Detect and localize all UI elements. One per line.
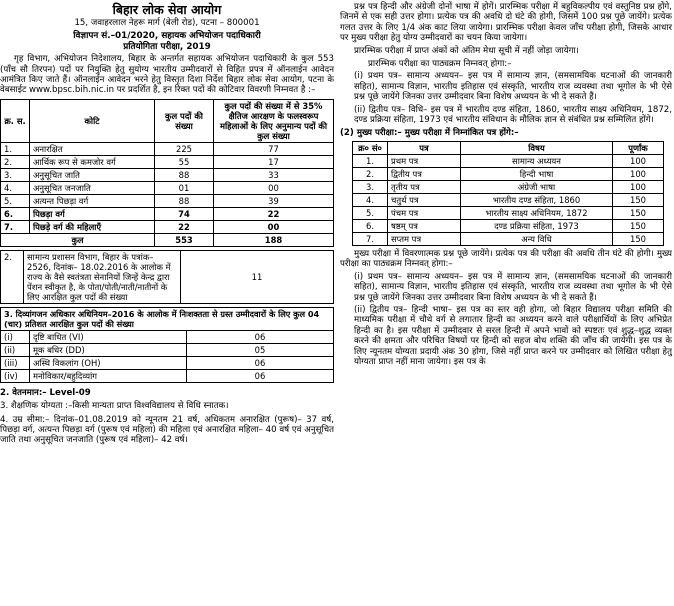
row-category: पिछड़े वर्ग की महिलाएँ bbox=[30, 220, 155, 233]
freedom-fighter-table bbox=[0, 250, 334, 304]
item-qualification: 3. शैक्षणिक योग्यता :–किसी मान्यता प्राप्त विश्वविद्यालय से विधि स्नातक। bbox=[0, 401, 229, 412]
total-women-posts: 188 bbox=[214, 233, 334, 246]
disability-table bbox=[0, 307, 334, 383]
table-row bbox=[1, 220, 334, 233]
row-sn: 6. bbox=[353, 219, 388, 232]
table-row bbox=[353, 154, 664, 167]
mains-para: मुख्य परीक्षा में विवरणात्मक प्रश्न पूछे जायेंगे। प्रत्येक पत्र की परीक्षा की अवधि तीन घंटे की होगी। मुख्य परीक्षा का पाठ्यक्रम निम्नवत् होगा:– bbox=[340, 248, 672, 270]
row-sn: 1. bbox=[353, 154, 388, 167]
table-row bbox=[353, 232, 664, 245]
total-posts: 553 bbox=[155, 233, 214, 246]
table-row bbox=[1, 181, 334, 194]
header-title: बिहार लोक सेवा आयोग bbox=[112, 2, 222, 17]
row-sn: 2. bbox=[353, 167, 388, 180]
table-row bbox=[1, 330, 334, 343]
row-paper: तृतीय पत्र bbox=[388, 180, 461, 193]
row-category: पिछड़ा वर्ग bbox=[30, 207, 155, 220]
row-marks: 100 bbox=[613, 167, 664, 180]
row-sn: (ii) bbox=[1, 343, 30, 356]
row-total-posts: 55 bbox=[155, 155, 214, 168]
table-row bbox=[1, 155, 334, 168]
ff-sn: 2. bbox=[1, 250, 24, 303]
row-category: अनारक्षित bbox=[30, 142, 155, 155]
mains-heading: (2) मुख्य परीक्षा:– मुख्य परीक्षा में निम्नांकित पत्र होंगे:– bbox=[340, 128, 519, 139]
row-total-posts: 74 bbox=[155, 207, 214, 220]
prelim-paper2: (ii) द्वितीय पत्र– विधि– इस पत्र में भारतीय दण्ड संहिता, 1860, भारतीय साक्ष्य अधिनियम, 1872, दण्ड प्रक्रिया संहिता, 1973 एवं भारतीय संविधान के मौलिक ज्ञान से संबंधित प्रश्न सम्मिलित होंगे। bbox=[354, 104, 672, 126]
table-row bbox=[1, 168, 334, 181]
row-women-posts: 22 bbox=[214, 207, 334, 220]
row-marks: 100 bbox=[613, 180, 664, 193]
header-address: 15, जवाहरलाल नेहरू मार्ग (बेली रोड), पटना – 800001 bbox=[74, 18, 260, 28]
prelim-para1: प्रश्न पत्र हिन्दी और अंग्रेजी दोनों भाषा में होगें। प्रारम्भिक परीक्षा में बहुविकल्पीय एवं वस्तुनिष्ठ प्रश्न होंगे, जिनमें से एक सही उत्तर होगा। प्रत्येक पत्र की अवधि दो घंटे की होगी, जिसमें 100 प्रश्न पूछे जायेंगे। प्रत्येक गलत उत्तर के लिए 1/4 अंक काट लिया जायेगा। प्रारम्भिक परीक्षा केवल जाँच परीक्षा होगी, जिसके आधार पर मुख्य परीक्षा हेतु योग्य उम्मीदवारों का चयन किया जायेगा। bbox=[340, 2, 672, 44]
row-total-posts: 01 bbox=[155, 181, 214, 194]
row-sn: 4. bbox=[353, 193, 388, 206]
row-sn: 7. bbox=[353, 232, 388, 245]
row-marks: 150 bbox=[613, 219, 664, 232]
row-paper: पंचम पत्र bbox=[388, 206, 461, 219]
row-category: आर्थिक रूप से कमजोर वर्ग bbox=[30, 155, 155, 168]
row-subject: हिन्दी भाषा bbox=[461, 167, 613, 180]
item-age-limit: 4. उम्र सीमा:– दिनांक–01.08.2019 को न्यूनतम 21 वर्ष, अधिकतम अनारक्षित (पुरूष)– 37 वर्ष, पिछड़ा वर्ग, अत्यन्त पिछड़ा वर्ग (पुरूष एवं महिला) की महिला एवं अनारक्षित महिला– 40 वर्ष एवं अनुसूचित जाति तथा अनुसूचित जनजाति (पुरूष एवं महिला)– 42 वर्ष। bbox=[0, 414, 334, 446]
intro-paragraph: गृह विभाग, अभियोजन निदेशालय, बिहार के अन्तर्गत सहायक अभियोजन पदाधिकारी के कुल 553 (पाँच सौ तिरपन) पदों पर नियुक्ति हेतु सुयोग्य भारतीय उम्मीदवारों से विहित प्रपत्र में ऑनलाईन आवेदन आमंत्रित किए जाते हैं। ऑनलाईन आवेदन भरने हेतु विस्तृत दिशा निर्देश बिहार लोक सेवा आयोग, पटना के वेबसाईट www.bpsc.bih.nic.in पर प्रदर्शित है, इन रिक्त पदों की कोटिवार विवरणी निम्नवत है :– bbox=[0, 54, 334, 96]
row-total-posts: 88 bbox=[155, 194, 214, 207]
row-marks: 150 bbox=[613, 193, 664, 206]
row-paper: सप्तम पत्र bbox=[388, 232, 461, 245]
row-category: अनुसूचित जनजाति bbox=[30, 181, 155, 194]
row-women-posts: 77 bbox=[214, 142, 334, 155]
mains-paper1: (i) प्रथम पत्र– सामान्य अध्ययन– इस पत्र में सामान्य ज्ञान, (समसामयिक घटनाओं की जानकारी सहित), सामान्य विज्ञान, भारतीय इतिहास एवं संस्कृति, भारतीय राज व्यवस्था तथा भूगोल के भी ऐसे प्रश्न पूछे जायेंगे जिनका उत्तर उम्मीदवार बिना विशेष अध्ययन के भी दे सकते हैं। bbox=[354, 271, 672, 303]
mains-col-marks: पूर्णांक bbox=[613, 141, 664, 154]
row-subject: दण्ड प्रक्रिया संहिता, 1973 bbox=[461, 219, 613, 232]
table-row bbox=[353, 219, 664, 232]
row-sn: 3. bbox=[1, 168, 30, 181]
row-subject: अंग्रेजी भाषा bbox=[461, 180, 613, 193]
row-women-posts: 00 bbox=[214, 220, 334, 233]
row-disability: दृष्टि बाधित (VI) bbox=[30, 330, 187, 343]
row-women-posts: 00 bbox=[214, 181, 334, 194]
row-marks: 100 bbox=[613, 154, 664, 167]
row-count: 06 bbox=[187, 356, 334, 369]
row-count: 06 bbox=[187, 330, 334, 343]
row-sn: 7. bbox=[1, 220, 30, 233]
mains-col-sn: क्र० सं० bbox=[353, 141, 388, 154]
mains-table-body bbox=[353, 154, 664, 245]
row-disability: मनोविकार/बहुदिव्यांग bbox=[30, 369, 187, 382]
row-subject: अन्य विधि bbox=[461, 232, 613, 245]
table-row bbox=[353, 167, 664, 180]
table-row bbox=[1, 194, 334, 207]
disability-heading: 3. दिव्यांगजन अधिकार अधिनियम–2016 के आलोक में निःशक्तता से ग्रस्त उम्मीदवारों के लिए कुल 04 (चार) प्रतिशत आरक्षित कुल पदों की संख्या bbox=[1, 307, 334, 330]
row-marks: 150 bbox=[613, 232, 664, 245]
prelim-paper1: (i) प्रथम पत्र– सामान्य अध्ययन– इस पत्र में सामान्य ज्ञान, (समसामयिक घटनाओं की जानकारी सहित), सामान्य विज्ञान, भारतीय इतिहास एवं संस्कृति, भारतीय राज व्यवस्था तथा भूगोल के भी ऐसे प्रश्न पूछे जायेंगे जिनका उत्तर उम्मीदवार बिना विशेष अध्ययन के भी दे सकते हैं। bbox=[354, 71, 672, 103]
table-row bbox=[353, 180, 664, 193]
right-column bbox=[340, 0, 672, 367]
table-row bbox=[1, 343, 334, 356]
row-count: 06 bbox=[187, 369, 334, 382]
row-sn: 2. bbox=[1, 155, 30, 168]
table-row bbox=[1, 356, 334, 369]
row-women-posts: 17 bbox=[214, 155, 334, 168]
mains-col-subject: विषय bbox=[461, 141, 613, 154]
table-row bbox=[1, 207, 334, 220]
row-paper: षष्ठम् पत्र bbox=[388, 219, 461, 232]
mains-table bbox=[352, 141, 664, 246]
row-paper: चतुर्थ पत्र bbox=[388, 193, 461, 206]
total-label: कुल bbox=[1, 233, 155, 246]
mains-col-paper: पत्र bbox=[388, 141, 461, 154]
item-pay-scale: 2. वेतनमान:– Level-09 bbox=[0, 387, 91, 398]
ff-text: सामान्य प्रशासन विभाग, बिहार के पत्रांक– 2526, दिनांक– 18.02.2016 के आलोक में राज्य के वैसे स्वतंत्रता सेनानियों जिन्हें केन्द्र द्वारा पेंशन स्वीकृत है, के पोता/पोती/नाती/नातीनों के लिए आरक्षित कुल पदों की संख्या bbox=[24, 250, 181, 303]
row-subject: भारतीय साक्ष्य अधिनियम, 1872 bbox=[461, 206, 613, 219]
table-row bbox=[353, 206, 664, 219]
total-row bbox=[1, 233, 334, 246]
row-subject: भारतीय दण्ड संहिता, 1860 bbox=[461, 193, 613, 206]
ad-title-line2: प्रतियोगिता परीक्षा, 2019 bbox=[123, 41, 211, 52]
row-category: अत्यन्त पिछड़ा वर्ग bbox=[30, 194, 155, 207]
row-total-posts: 88 bbox=[155, 168, 214, 181]
row-sn: 6. bbox=[1, 207, 30, 220]
row-sn: 5. bbox=[1, 194, 30, 207]
mains-paper2: (ii) द्वितीय पत्र– हिन्दी भाषा– इस पत्र का स्तर वही होगा, जो बिहार विद्यालय परीक्षा समिति की माध्यमिक परीक्षा में चौथे वर्ग से लगातार हिन्दी का अध्ययन करने वाले परीक्षार्थियों के लिए अभिप्रेत हिन्दी का है। इस परीक्षा में उम्मीदवार से सरल हिन्दी में अपने भावों को स्पष्टतः एवं शुद्ध–शुद्ध व्यक्त करने की क्षमता और परिचित विषयों पर हिन्दी को सहज बोध शक्ति की जाँच की जायेगी। इस पत्र के लिए न्यूनतम योग्यता प्रदायी अंक 30 होगा, जिसे नहीं प्राप्त करने पर उम्मीदवार को लिखित परीक्षा हेतु योग्यता प्राप्त नहीं माना जायेगा। इस पत्र के bbox=[354, 304, 672, 367]
col-header-category: कोटि bbox=[30, 99, 155, 142]
disability-table-body bbox=[1, 330, 334, 382]
row-disability: मूक बधिर (DD) bbox=[30, 343, 187, 356]
row-sn: 1. bbox=[1, 142, 30, 155]
category-table-body bbox=[1, 142, 334, 246]
row-paper: प्रथम पत्र bbox=[388, 154, 461, 167]
row-marks: 150 bbox=[613, 206, 664, 219]
table-row bbox=[353, 193, 664, 206]
row-women-posts: 33 bbox=[214, 168, 334, 181]
col-header-total-posts: कुल पदों की संख्या bbox=[155, 99, 214, 142]
row-sn: (i) bbox=[1, 330, 30, 343]
table-row bbox=[1, 142, 334, 155]
col-header-sn: क्र. स. bbox=[1, 99, 30, 142]
prelim-para2: प्रारम्भिक परीक्षा में प्राप्त अंकों को अंतिम मेधा सूची में नहीं जोड़ा जायेगा। bbox=[354, 45, 579, 56]
row-count: 05 bbox=[187, 343, 334, 356]
ff-value: 11 bbox=[181, 250, 334, 303]
row-sn: 3. bbox=[353, 180, 388, 193]
left-column bbox=[0, 0, 334, 446]
row-total-posts: 225 bbox=[155, 142, 214, 155]
col-header-women-posts: कुल पदों की संख्या में से 35% क्षैतिज आरक्षण के फलस्वरूप महिलाओं के लिए अनुमान्य पदों की कुल संख्या bbox=[214, 99, 334, 142]
row-sn: 5. bbox=[353, 206, 388, 219]
row-subject: सामान्य अध्ययन bbox=[461, 154, 613, 167]
row-category: अनुसूचित जाति bbox=[30, 168, 155, 181]
category-table bbox=[0, 99, 334, 247]
row-sn: (iv) bbox=[1, 369, 30, 382]
row-sn: (iii) bbox=[1, 356, 30, 369]
row-total-posts: 22 bbox=[155, 220, 214, 233]
row-sn: 4. bbox=[1, 181, 30, 194]
row-disability: अस्थि विकलांग (OH) bbox=[30, 356, 187, 369]
table-row bbox=[1, 369, 334, 382]
row-women-posts: 39 bbox=[214, 194, 334, 207]
row-paper: द्वितीय पत्र bbox=[388, 167, 461, 180]
ad-title-line1: विज्ञापन सं.–01/2020, सहायक अभियोजन पदाधिकारी bbox=[73, 31, 261, 42]
syllabus-intro: प्रारम्भिक परीक्षा का पाठ्यक्रम निम्नवत् होगा:– bbox=[368, 59, 512, 70]
